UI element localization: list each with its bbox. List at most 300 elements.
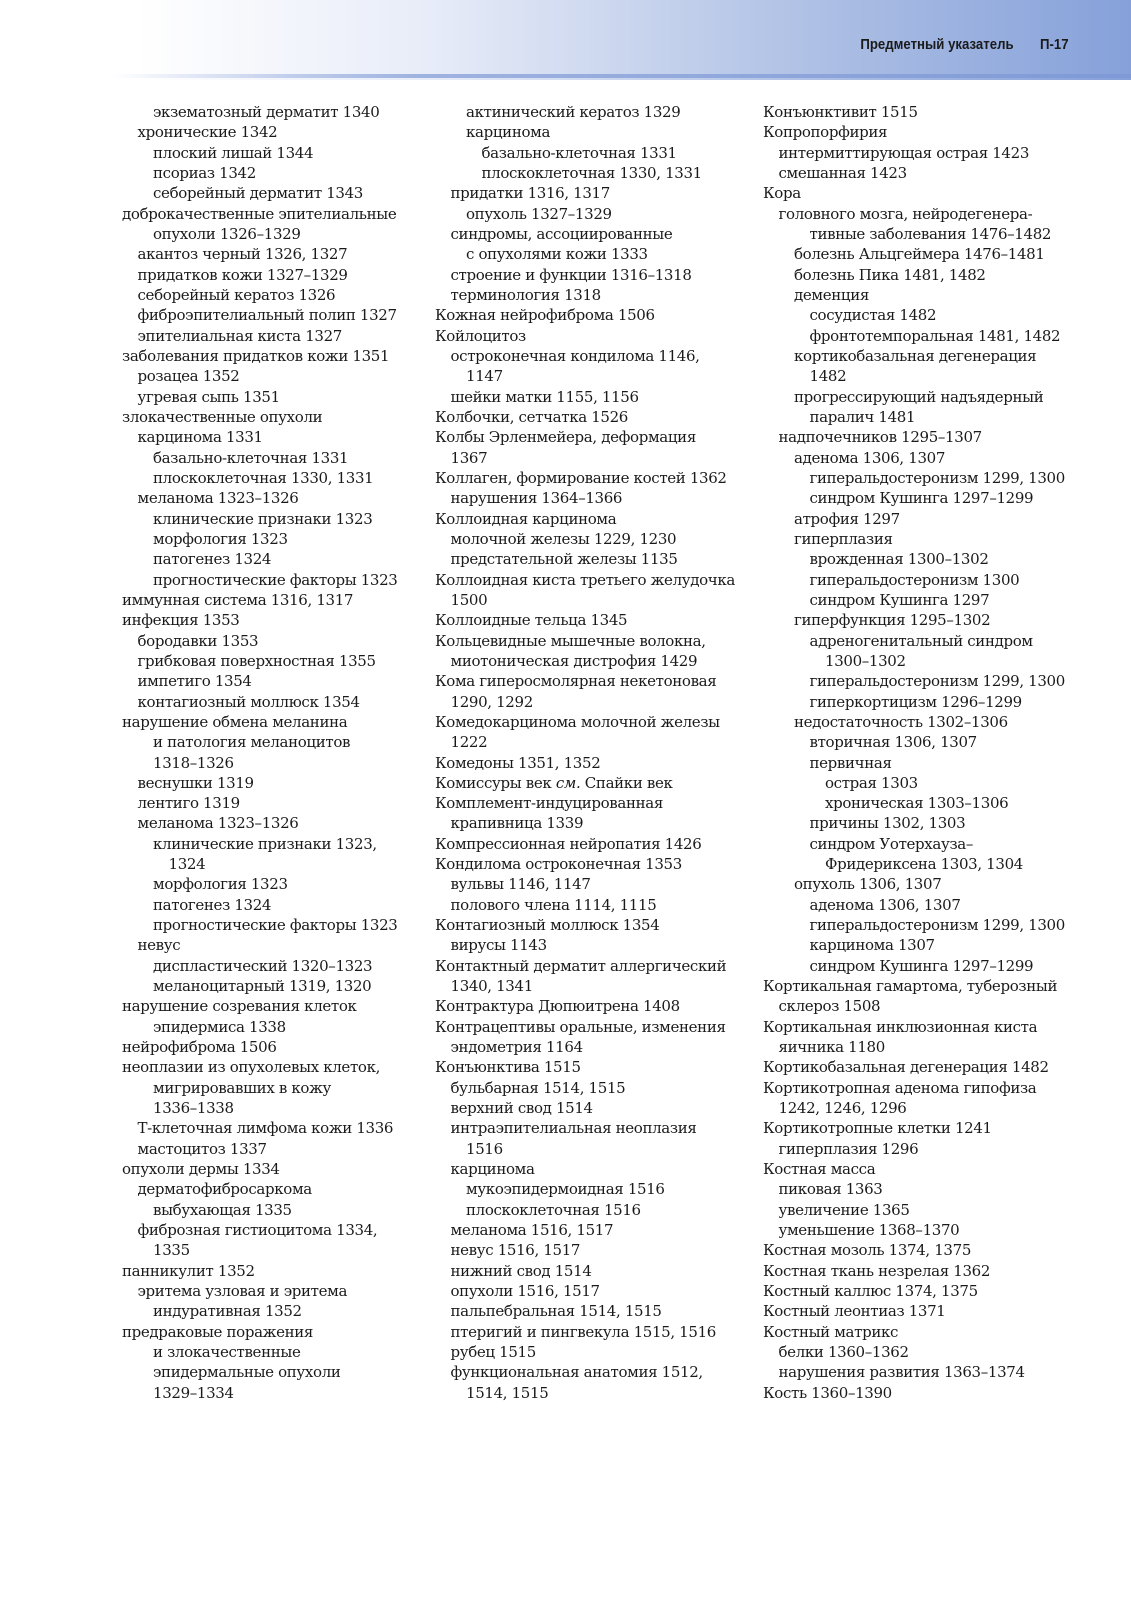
index-entry (435, 590, 735, 610)
index-entry-text: белки 1360–1362 (778, 1343, 909, 1362)
index-entry-text: Контрактура Дюпюитрена 1408 (435, 997, 680, 1016)
index-entry (122, 1017, 398, 1037)
index-entry (435, 1281, 735, 1301)
index-entry-text: фиброэпителиальный полип 1327 (137, 306, 397, 325)
index-entry (122, 346, 398, 366)
index-entry (435, 509, 735, 529)
index-entry-text: острая 1303 (825, 773, 918, 792)
index-entry-text: адреногенитальный синдром (809, 631, 1033, 650)
index-entry-text: диспластический 1320–1323 (153, 956, 373, 975)
index-entry (122, 427, 398, 447)
index-entry-text: хроническая 1303–1306 (825, 794, 1009, 813)
running-head-title: Предметный указатель (860, 36, 1015, 53)
index-entry-text: Костная масса (763, 1160, 876, 1179)
index-entry (122, 1118, 398, 1138)
index-entry-text: неоплазии из опухолевых клеток, (122, 1058, 381, 1077)
index-entry (435, 204, 735, 224)
index-entry (122, 1179, 398, 1199)
index-entry (122, 1159, 398, 1179)
index-entry-text: гиперкортицизм 1296–1299 (809, 692, 1022, 711)
index-entry-text: себорейный кератоз 1326 (137, 285, 336, 304)
index-entry-text: полового члена 1114, 1115 (450, 895, 657, 914)
index-entry-text: 1329–1334 (153, 1383, 234, 1402)
index-entry (122, 1037, 398, 1057)
index-entry (763, 935, 1065, 955)
index-entry (122, 366, 398, 386)
index-entry (435, 183, 735, 203)
index-entry (122, 265, 398, 285)
index-entry-text: карцинома (450, 1160, 535, 1179)
index-entry (435, 895, 735, 915)
index-entry (763, 1159, 1065, 1179)
index-entry (763, 610, 1065, 630)
index-entry (763, 793, 1065, 813)
index-entry-text: Комедокарцинома молочной железы (435, 712, 720, 731)
index-entry-text: 1367 (450, 448, 488, 467)
index-entry (763, 244, 1065, 264)
index-entry-text: Кома гиперосмолярная некетоновая (435, 672, 717, 691)
index-entry-text: и злокачественные (153, 1343, 301, 1362)
index-entry-text: вульвы 1146, 1147 (450, 875, 591, 894)
index-entry-text: пальпебральная 1514, 1515 (450, 1302, 662, 1321)
index-entry (763, 692, 1065, 712)
index-entry (435, 305, 735, 325)
index-entry (435, 712, 735, 732)
index-entry (122, 854, 398, 874)
index-entry (435, 996, 735, 1016)
index-entry (122, 570, 398, 590)
index-entry-text: Кольцевидные мышечные волокна, (435, 631, 706, 650)
index-entry-text: плоскоклеточная 1330, 1331 (481, 163, 702, 182)
see-reference-marker: см. (555, 773, 581, 792)
index-entry (122, 1078, 398, 1098)
index-entry (122, 610, 398, 630)
index-entry-text: гиперальдостеронизм 1299, 1300 (809, 916, 1065, 935)
index-entry (122, 305, 398, 325)
index-entry (122, 1139, 398, 1159)
index-entry (435, 956, 735, 976)
index-entry (435, 468, 735, 488)
index-entry-text: карцинома 1307 (809, 936, 935, 955)
index-entry-text: хронические 1342 (137, 123, 278, 142)
index-entry (763, 854, 1065, 874)
index-entry-text: атрофия 1297 (794, 509, 900, 528)
index-entry (763, 122, 1065, 142)
index-entry-text: патогенез 1324 (153, 550, 272, 569)
index-entry-text: Фридериксена 1303, 1304 (825, 855, 1023, 874)
index-entry-text: плоский лишай 1344 (153, 143, 314, 162)
index-entry-text: Конъюнктивит 1515 (763, 103, 918, 121)
index-entry (122, 1240, 398, 1260)
index-entry (435, 1342, 735, 1362)
index-entry (763, 813, 1065, 833)
index-entry-text: псориаз 1342 (153, 163, 256, 182)
index-entry (763, 956, 1065, 976)
index-entry (763, 1017, 1065, 1037)
index-entry (435, 346, 735, 366)
index-entry (763, 895, 1065, 915)
index-entry (435, 549, 735, 569)
index-entry (435, 570, 735, 590)
index-entry (763, 834, 1065, 854)
index-entry (435, 529, 735, 549)
index-entry (435, 1139, 735, 1159)
index-entry (763, 773, 1065, 793)
index-entry-text: яичника 1180 (778, 1038, 885, 1057)
index-entry-text: нарушение созревания клеток (122, 997, 357, 1016)
index-entry-text: базально-клеточная 1331 (153, 448, 349, 467)
index-entry (763, 1240, 1065, 1260)
index-entry-text: 1318–1326 (153, 753, 234, 772)
index-entry-text: 1516 (466, 1139, 503, 1158)
index-entry-text: меланоцитарный 1319, 1320 (153, 977, 372, 996)
index-entry-text: карцинома (466, 123, 551, 142)
index-entry-text: Кость 1360–1390 (763, 1383, 892, 1402)
index-entry-text: опухоли 1326–1329 (153, 224, 301, 243)
index-entry (435, 610, 735, 630)
index-entry-text: Контагиозный моллюск 1354 (435, 916, 660, 935)
index-entry-text: 1514, 1515 (466, 1383, 549, 1402)
index-entry-text: 1242, 1246, 1296 (778, 1099, 907, 1118)
index-entry (763, 509, 1065, 529)
index-entry-text: Комиссуры век (435, 773, 552, 792)
index-entry (763, 549, 1065, 569)
index-entry-text: опухоли дермы 1334 (122, 1160, 280, 1179)
index-entry-text: Контактный дерматит аллергический (435, 956, 727, 975)
index-entry (122, 590, 398, 610)
index-entry-text: миотоническая дистрофия 1429 (450, 651, 698, 670)
index-entry (435, 427, 735, 447)
index-entry (435, 631, 735, 651)
index-entry-text: пиковая 1363 (778, 1180, 883, 1199)
index-entry-text: невус 1516, 1517 (450, 1241, 581, 1260)
index-entry (122, 509, 398, 529)
index-entry-text: Кортикотропная аденома гипофиза (763, 1078, 1037, 1097)
index-entry (435, 1037, 735, 1057)
index-entry-text: Коллаген, формирование костей 1362 (435, 468, 727, 487)
index-entry (435, 1240, 735, 1260)
index-entry-text: рубец 1515 (450, 1343, 536, 1362)
index-entry (435, 1159, 735, 1179)
index-entry-text: акантоз черный 1326, 1327 (137, 245, 348, 264)
index-entry-text: нарушения развития 1363–1374 (778, 1363, 1025, 1382)
index-entry (763, 732, 1065, 752)
index-entry-text: синдромы, ассоциированные (450, 224, 673, 243)
index-entry (763, 529, 1065, 549)
index-entry (122, 183, 398, 203)
index-entry-text: синдром Кушинга 1297–1299 (809, 956, 1034, 975)
index-entry-text: терминология 1318 (450, 285, 601, 304)
index-entry (122, 834, 398, 854)
index-entry (435, 1098, 735, 1118)
index-entry (763, 976, 1065, 996)
index-entry (763, 590, 1065, 610)
index-entry (763, 671, 1065, 691)
index-entry (763, 468, 1065, 488)
index-entry (122, 915, 398, 935)
index-entry-text: Костная ткань незрелая 1362 (763, 1261, 991, 1280)
index-entry (435, 1179, 735, 1199)
index-entry (763, 265, 1065, 285)
index-entry (435, 407, 735, 427)
index-entry (763, 1200, 1065, 1220)
index-column-1 (122, 102, 398, 1403)
index-entry-text: 1482 (809, 367, 847, 386)
index-entry (435, 143, 735, 163)
index-entry (122, 631, 398, 651)
index-entry-text: придатков кожи 1327–1329 (137, 265, 348, 284)
index-entry (763, 366, 1065, 386)
index-entry-text: доброкачественные эпителиальные (122, 204, 397, 223)
index-entry (122, 468, 398, 488)
index-entry (122, 793, 398, 813)
index-entry-text: прогностические факторы 1323 (153, 570, 398, 589)
index-entry (763, 712, 1065, 732)
index-entry-text: Кортикальная инклюзионная киста (763, 1017, 1038, 1036)
index-entry (763, 1118, 1065, 1138)
index-entry (435, 671, 735, 691)
index-entry (763, 387, 1065, 407)
index-entry-text: причины 1302, 1303 (809, 814, 966, 833)
index-entry-text: головного мозга, нейродегенера- (778, 204, 1033, 223)
index-entry-text: первичная (809, 753, 892, 772)
index-entry-text: иммунная система 1316, 1317 (122, 590, 354, 609)
index-entry (122, 671, 398, 691)
index-entry-text: плоскоклеточная 1330, 1331 (153, 468, 374, 487)
index-entry-text: грибковая поверхностная 1355 (137, 651, 376, 670)
index-entry (435, 285, 735, 305)
index-entry-text: мукоэпидермоидная 1516 (466, 1180, 665, 1199)
index-entry (122, 326, 398, 346)
index-entry-text: синдром Кушинга 1297 (809, 590, 990, 609)
index-entry-text: меланома 1323–1326 (137, 489, 299, 508)
index-entry (763, 1037, 1065, 1057)
index-entry (763, 1139, 1065, 1159)
index-entry-text: смешанная 1423 (778, 163, 907, 182)
index-entry-text: уменьшение 1368–1370 (778, 1221, 960, 1240)
index-entry (763, 1261, 1065, 1281)
index-entry (122, 163, 398, 183)
index-entry-text: контагиозный моллюск 1354 (137, 692, 360, 711)
index-entry-text: болезнь Альцгеймера 1476–1481 (794, 245, 1045, 264)
index-entry (763, 996, 1065, 1016)
index-entry-text: дерматофибросаркома (137, 1180, 312, 1199)
index-entry (763, 1362, 1065, 1382)
index-entry-text: опухоли 1516, 1517 (450, 1282, 600, 1301)
index-entry-text: гиперплазия (794, 529, 893, 548)
index-entry-text: заболевания придатков кожи 1351 (122, 346, 390, 365)
index-entry-text: интраэпителиальная неоплазия (450, 1119, 697, 1138)
index-entry-text: нарушение обмена меланина (122, 712, 348, 731)
index-entry (763, 753, 1065, 773)
index-entry-text: нижний свод 1514 (450, 1261, 592, 1280)
index-entry (763, 346, 1065, 366)
index-entry (763, 427, 1065, 447)
index-entry-text: склероз 1508 (778, 997, 881, 1016)
index-entry-text: опухоль 1327–1329 (466, 204, 612, 223)
index-entry-text: синдром Уотерхауза– (809, 834, 974, 853)
index-entry (435, 874, 735, 894)
index-entry-text: базально-клеточная 1331 (481, 143, 677, 162)
header-rule (110, 74, 1131, 78)
index-entry-text: гиперплазия 1296 (778, 1139, 919, 1158)
index-entry (122, 1281, 398, 1301)
index-entry-text: тивные заболевания 1476–1482 (809, 224, 1052, 243)
see-reference-target: Спайки век (584, 773, 673, 792)
index-entry-text: гиперфункция 1295–1302 (794, 611, 991, 630)
index-entry-text: 1222 (450, 733, 488, 752)
index-entry-text: с опухолями кожи 1333 (466, 245, 648, 264)
index-entry-text: индуративная 1352 (153, 1302, 302, 1321)
index-entry (435, 224, 735, 244)
index-entry-text: эпидермиса 1338 (153, 1017, 286, 1036)
index-entry (435, 935, 735, 955)
index-entry-text: опухоль 1306, 1307 (794, 875, 942, 894)
index-entry-text: эпидермальные опухоли (153, 1363, 341, 1382)
index-entry-text: инфекция 1353 (122, 611, 240, 630)
index-entry-text: эритема узловая и эритема (137, 1282, 348, 1301)
index-entry (122, 753, 398, 773)
index-entry-text: мигрировавших в кожу (153, 1078, 332, 1097)
index-entry-text: Т-клеточная лимфома кожи 1336 (137, 1119, 394, 1138)
index-entry (122, 732, 398, 752)
index-entry-text: лентиго 1319 (137, 794, 240, 813)
index-entry (122, 956, 398, 976)
index-entry-text: надпочечников 1295–1307 (778, 428, 982, 447)
index-entry-text: 1336–1338 (153, 1099, 234, 1118)
index-entry (763, 631, 1065, 651)
index-entry-text: Коллоидные тельца 1345 (435, 611, 628, 630)
index-entry-text: фиброзная гистиоцитома 1334, (137, 1221, 378, 1240)
index-entry (763, 1383, 1065, 1403)
index-entry (763, 570, 1065, 590)
index-entry (122, 244, 398, 264)
index-entry (122, 1362, 398, 1382)
index-entry (435, 1017, 735, 1037)
index-entry (435, 692, 735, 712)
running-head (861, 36, 1069, 53)
index-entry-text: Коллоидная карцинома (435, 509, 617, 528)
index-entry-text: невус (137, 936, 181, 955)
index-entry (122, 407, 398, 427)
index-entry (435, 1322, 735, 1342)
index-entry-text: Колбы Эрленмейера, деформация (435, 428, 696, 447)
index-entry (763, 915, 1065, 935)
index-entry-text: себорейный дерматит 1343 (153, 184, 363, 203)
index-entry (763, 1281, 1065, 1301)
index-entry-text: меланома 1516, 1517 (450, 1221, 614, 1240)
index-entry (122, 143, 398, 163)
index-entry-text: розацеа 1352 (137, 367, 240, 386)
index-entry-text: Кондилома остроконечная 1353 (435, 855, 682, 874)
index-entry-text: 1147 (466, 367, 503, 386)
index-entry-text: сосудистая 1482 (809, 306, 937, 325)
index-entry-text: меланома 1323–1326 (137, 814, 299, 833)
index-column-2 (435, 102, 735, 1403)
index-entry-text: эндометрия 1164 (450, 1038, 583, 1057)
index-entry (763, 224, 1065, 244)
index-entry-text: Комедоны 1351, 1352 (435, 753, 601, 772)
index-entry (122, 1383, 398, 1403)
index-entry-text: эпителиальная киста 1327 (137, 326, 342, 345)
index-entry-text: гиперальдостеронизм 1299, 1300 (809, 468, 1065, 487)
index-entry-text: вторичная 1306, 1307 (809, 733, 977, 752)
index-entry (122, 813, 398, 833)
index-entry-text: морфология 1323 (153, 529, 288, 548)
index-entry-text: Костный матрикс (763, 1322, 899, 1341)
index-entry-text: патогенез 1324 (153, 895, 272, 914)
index-entry (435, 1220, 735, 1240)
index-entry (435, 244, 735, 264)
index-entry-text: Койлоцитоз (435, 326, 526, 345)
index-entry (122, 773, 398, 793)
index-entry-text: Костный каллюс 1374, 1375 (763, 1282, 978, 1301)
index-entry-text: молочной железы 1229, 1230 (450, 529, 677, 548)
index-entry (122, 996, 398, 1016)
index-entry-text: 1324 (168, 855, 206, 874)
index-entry (763, 1322, 1065, 1342)
index-entry-text: экзематозный дерматит 1340 (153, 103, 380, 121)
index-entry (435, 488, 735, 508)
index-entry (122, 1261, 398, 1281)
index-entry (763, 407, 1065, 427)
index-entry-text: Коллоидная киста третьего желудочка (435, 570, 735, 589)
index-entry-text: нейрофиброма 1506 (122, 1038, 277, 1057)
index-entry-text: бульбарная 1514, 1515 (450, 1078, 626, 1097)
index-entry (122, 102, 398, 122)
index-entry (763, 874, 1065, 894)
index-entry (122, 448, 398, 468)
index-entry-text: Костный леонтиаз 1371 (763, 1302, 946, 1321)
index-entry (122, 204, 398, 224)
index-entry (435, 732, 735, 752)
index-entry-text: Костная мозоль 1374, 1375 (763, 1241, 972, 1260)
page-header (0, 0, 1131, 80)
index-entry (435, 976, 735, 996)
index-entry-text: и патология меланоцитов (153, 733, 351, 752)
index-entry (435, 102, 735, 122)
index-entry (122, 529, 398, 549)
index-entry-text: бородавки 1353 (137, 631, 259, 650)
index-entry-text: деменция (794, 285, 869, 304)
index-entry-text: придатки 1316, 1317 (450, 184, 610, 203)
index-entry (763, 163, 1065, 183)
index-entry (435, 753, 735, 773)
index-entry-text: угревая сыпь 1351 (137, 387, 280, 406)
index-entry (122, 549, 398, 569)
index-entry (763, 326, 1065, 346)
index-entry-text: прогностические факторы 1323 (153, 916, 398, 935)
index-entry (763, 1342, 1065, 1362)
index-entry-text: крапивница 1339 (450, 814, 584, 833)
index-entry (763, 1220, 1065, 1240)
index-entry (763, 183, 1065, 203)
index-entry-text: клинические признаки 1323, (153, 834, 377, 853)
index-entry-text: гиперальдостеронизм 1299, 1300 (809, 672, 1065, 691)
index-entry (435, 834, 735, 854)
index-entry-text: паралич 1481 (809, 407, 916, 426)
index-entry-text: увеличение 1365 (778, 1200, 910, 1219)
index-entry-text: Компрессионная нейропатия 1426 (435, 834, 702, 853)
index-entry-text: вирусы 1143 (450, 936, 547, 955)
index-entry-text: выбухающая 1335 (153, 1200, 292, 1219)
index-entry-text: предраковые поражения (122, 1322, 314, 1341)
index-entry (763, 305, 1065, 325)
index-entry-text: 1335 (153, 1241, 190, 1260)
index-entry-text: Кортикотропные клетки 1241 (763, 1119, 992, 1138)
index-entry-text: верхний свод 1514 (450, 1099, 593, 1118)
index-entry (763, 1179, 1065, 1199)
